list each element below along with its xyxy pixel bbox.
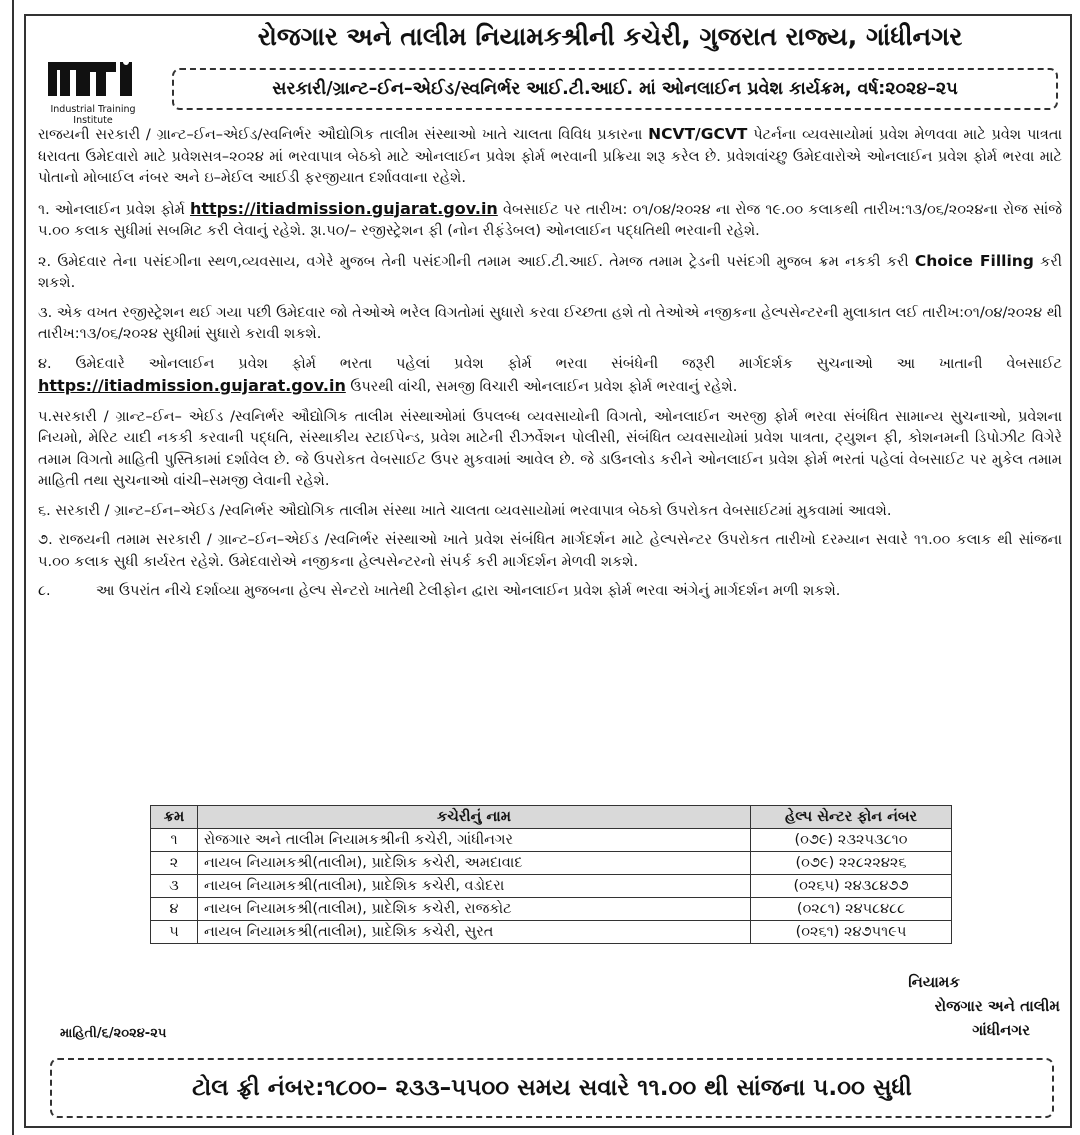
table-row <box>151 898 952 921</box>
signature-block <box>840 970 1060 1042</box>
page-subtitle: સરકારી/ગ્રાન્ટ–ઈન–એઈડ/સ્વનિર્ભર આઈ.ટી.આઈ. માં ઓનલાઈન પ્રવેશ કાર્યક્રમ, વર્ષ:૨૦૨૪–૨૫ <box>172 68 1058 110</box>
reference-number: માહિતી/૬/૨૦૨૪-૨૫ <box>60 1026 167 1041</box>
serial-cell: ૨ <box>151 852 198 875</box>
iti-logo-icon <box>46 58 136 100</box>
intro-paragraph: રાજયની સરકારી / ગ્રાન્ટ–ઈન–એઈડ/સ્વનિર્ભર ઔદ્યોગિક તાલીમ સંસ્થાઓ ખાતે ચાલતા વિવિધ પ્રકારના NCVT/GCVT પેટર્નના વ્યવસાયોમાં પ્રવેશ મેળવવા માટે પ્રવેશ પાત્રતા ધરાવતા ઉમેદવારો માટે પ્રવેશસત્ર–૨૦૨૪ માં ભરવાપાત્ર બેઠકો માટે ઓનલાઈન પ્રવેશ ફોર્મ ભરવાની પ્રક્રિયા શરૂ કરેલ છે. પ્રવેશવાંચ્છુ ઉમેદવારોએ ઓનલાઈન પ્રવેશ ફોર્મ ભરવા માટે પોતાનો મોબાઈલ નંબર અને ઇ–મેઈલ આઈડી ફરજીયાત દર્શાવવાના રહેશે. <box>38 125 1062 186</box>
serial-cell: ૩ <box>151 875 198 898</box>
phone-cell: (૦૭૯) ૨૨૮૨૨૪૨૬ <box>751 852 952 875</box>
signature-department: રોજગાર અને તાલીમ <box>934 997 1060 1015</box>
point-7: ૭. રાજયની તમામ સરકારી / ગ્રાન્ટ–ઈન–એઈડ /સ્વનિર્ભર સંસ્થાઓ ખાતે પ્રવેશ સંબંધિત માર્ગદર્શન માટે હેલ્પસેન્ટર ઉપરોકત તારીખો દરમ્યાન સવારે ૧૧.૦૦ કલાક થી સાંજના ૫.૦૦ કલાક સુધી કાર્યરત રહેશે. ઉમેદવારોએ નજીકના હેલ્પસેન્ટરનો સંપર્ક કરી માર્ગદર્શન મેળવી શકશે. <box>38 532 1062 570</box>
serial-cell: ૧ <box>151 829 198 852</box>
point-3: ૩. એક વખત રજીસ્ટ્રેશન થઈ ગયા પછી ઉમેદવાર જો તેઓએ ભરેલ વિગતોમાં સુધારો કરવા ઈચ્છતા હશે તો તેઓએ નજીકના હેલ્પસેન્ટરની મુલાકાત લઈ તારીખ:૦૧/૦૪/૨૦૨૪ થી તારીખ:૧૩/૦૬/૨૦૨૪ સુધીમાં સુધારો કરાવી શકશે. <box>38 304 1062 342</box>
office-cell: રોજગાર અને તાલીમ નિયામકશ્રીની કચેરી, ગાંધીનગર <box>198 829 751 852</box>
page-title: રોજગાર અને તાલીમ નિયામકશ્રીની કચેરી, ગુજરાત રાજ્ય, ગાંધીનગર <box>257 22 963 51</box>
point-6: ૬. સરકારી / ગ્રાન્ટ–ઈન–એઈડ /સ્વનિર્ભર ઔદ્યોગિક તાલીમ સંસ્થા ખાતે ચાલતા વ્યવસાયોમાં ભરવાપાત્ર બેઠકો ઉપરોકત વેબસાઈટમાં મુકવામાં આવશે. <box>38 502 892 519</box>
point-8: ૮. આ ઉપરાંત નીચે દર્શાવ્યા મુજબના હેલ્પ સેન્ટરો ખાતેથી ટેલીફોન દ્વારા ઓનલાઈન પ્રવેશ ફોર્મ ભરવા અંગેનું માર્ગદર્શન મળી શકશે. <box>38 583 841 599</box>
column-header-phone: હેલ્પ સેન્ટર ફોન નંબર <box>751 806 952 829</box>
serial-cell: ૫ <box>151 921 198 944</box>
office-cell: નાયબ નિયામકશ્રી(તાલીમ), પ્રાદેશિક કચેરી, સુરત <box>198 921 751 944</box>
office-cell: નાયબ નિયામકશ્રી(તાલીમ), પ્રાદેશિક કચેરી, રાજકોટ <box>198 898 751 921</box>
iti-logo <box>34 58 152 126</box>
logo-caption: Industrial Training Institute <box>50 104 136 126</box>
point-1: ૧. ઓનલાઈન પ્રવેશ ફોર્મ https://itiadmission.gujarat.gov.in વેબસાઈટ પર તારીખ: ૦૧/૦૪/૨૦૨૪ ના રોજ ૧૯.૦૦ કલાકથી તારીખ:૧૩/૦૬/૨૦૨૪ના રોજ સાંજે ૫.૦૦ કલાક સુધીમાં સબમિટ કરી લેવાનું રહેશે. રૂા.૫૦/– રજીસ્ટ્રેશન ફી (નોન રીફંડેબલ) ઓનલાઈન પદ્ધતિથી ભરવાની રહેશે. <box>38 198 1062 239</box>
point-5: ૫.સરકારી / ગ્રાન્ટ–ઈન– એઈડ /સ્વનિર્ભર ઔદ્યોગિક તાલીમ સંસ્થાઓમાં ઉપલબ્ધ વ્યવસાયોની વિગતો, ઓનલાઈન અરજી ફોર્મ ભરવા સંબંધિત સામાન્ય સુચનાઓ, પ્રવેશના નિયમો, મેરિટ યાદી નકકી કરવાની પદ્ધતિ, સંસ્થાકીય સ્ટાઈપેન્ડ, પ્રવેશ માટેની રીઝર્વેશન પોલીસી, સંબંધિત વ્યવસાયોમાં પ્રવેશ પાત્રતા, ટ્યુશન ફી, કોશનમની ડિપોઝીટ વિગેરે તમામ વિગતો માહિતી પુસ્તિકામાં દર્શાવેલ છે. જે ઉપરોકત વેબસાઈટ ઉપર મુકવામાં આવેલ છે. જે ડાઉનલોડ કરીને ઓનલાઈન પ્રવેશ ફોર્મ ભરતાં પહેલાં વેબસાઈટ પર મુકેલ તમામ માહિતી તથા સુચનાઓ વાંચી–સમજી લેવાની રહેશે. <box>38 408 1062 489</box>
tollfree-banner: ટોલ ફ્રી નંબર:૧૮૦૦– ૨૩૩–૫૫૦૦ સમય સવારે ૧૧.૦૦ થી સાંજના ૫.૦૦ સુધી <box>50 1058 1054 1118</box>
website-link[interactable]: https://itiadmission.gujarat.gov.in <box>38 376 346 395</box>
table-row <box>151 852 952 875</box>
office-cell: નાયબ નિયામકશ્રી(તાલીમ), પ્રાદેશિક કચેરી, વડોદરા <box>198 875 751 898</box>
table-row <box>151 921 952 944</box>
table-row <box>151 875 952 898</box>
phone-cell: (૦૨૬૫) ૨૪૩૮૪૭૭ <box>751 875 952 898</box>
notice-body <box>38 124 1062 611</box>
column-header-office: કચેરીનું નામ <box>198 806 751 829</box>
point-4: ૪. ઉમેદવારે ઓનલાઈન પ્રવેશ ફોર્મ ભરતા પહેલાં પ્રવેશ ફોર્મ ભરવા સંબંધેની જરૂરી માર્ગદર્શક સુચનાઓ આ ખાતાની વેબસાઈટ https://itiadmission.gujarat.gov.in ઉપરથી વાંચી, સમજી વિચારી ઓનલાઈન પ્રવેશ ફોર્મ ભરવાનું રહેશે. <box>38 355 1062 395</box>
column-header-serial: ક્રમ <box>151 806 198 829</box>
table-row <box>151 829 952 852</box>
phone-cell: (૦૨૮૧) ૨૪૫૮૪૮૮ <box>751 898 952 921</box>
point-2: ૨. ઉમેદવાર તેના પસંદગીના સ્થળ,વ્યવસાય, વગેરે મુજબ તેની પસંદગીની તમામ આઈ.ટી.આઈ. તેમજ તમામ ટ્રેડની પસંદગી મુજબ ક્રમ નકકી કરી Choice Filling કરી શકશે. <box>38 251 1062 291</box>
signature-location: ગાંધીનગર <box>972 1021 1030 1039</box>
page-edge-divider <box>0 0 14 1135</box>
phone-cell: (૦૭૯) ૨૩૨૫૩૮૧૦ <box>751 829 952 852</box>
website-link[interactable]: https://itiadmission.gujarat.gov.in <box>189 198 498 218</box>
help-center-table <box>150 805 952 944</box>
signature-designation: નિયામક <box>908 973 960 991</box>
office-cell: નાયબ નિયામકશ્રી(તાલીમ), પ્રાદેશિક કચેરી, અમદાવાદ <box>198 852 751 875</box>
phone-cell: (૦૨૬૧) ૨૪૭૫૧૯૫ <box>751 921 952 944</box>
serial-cell: ૪ <box>151 898 198 921</box>
table-header-row <box>151 806 952 829</box>
